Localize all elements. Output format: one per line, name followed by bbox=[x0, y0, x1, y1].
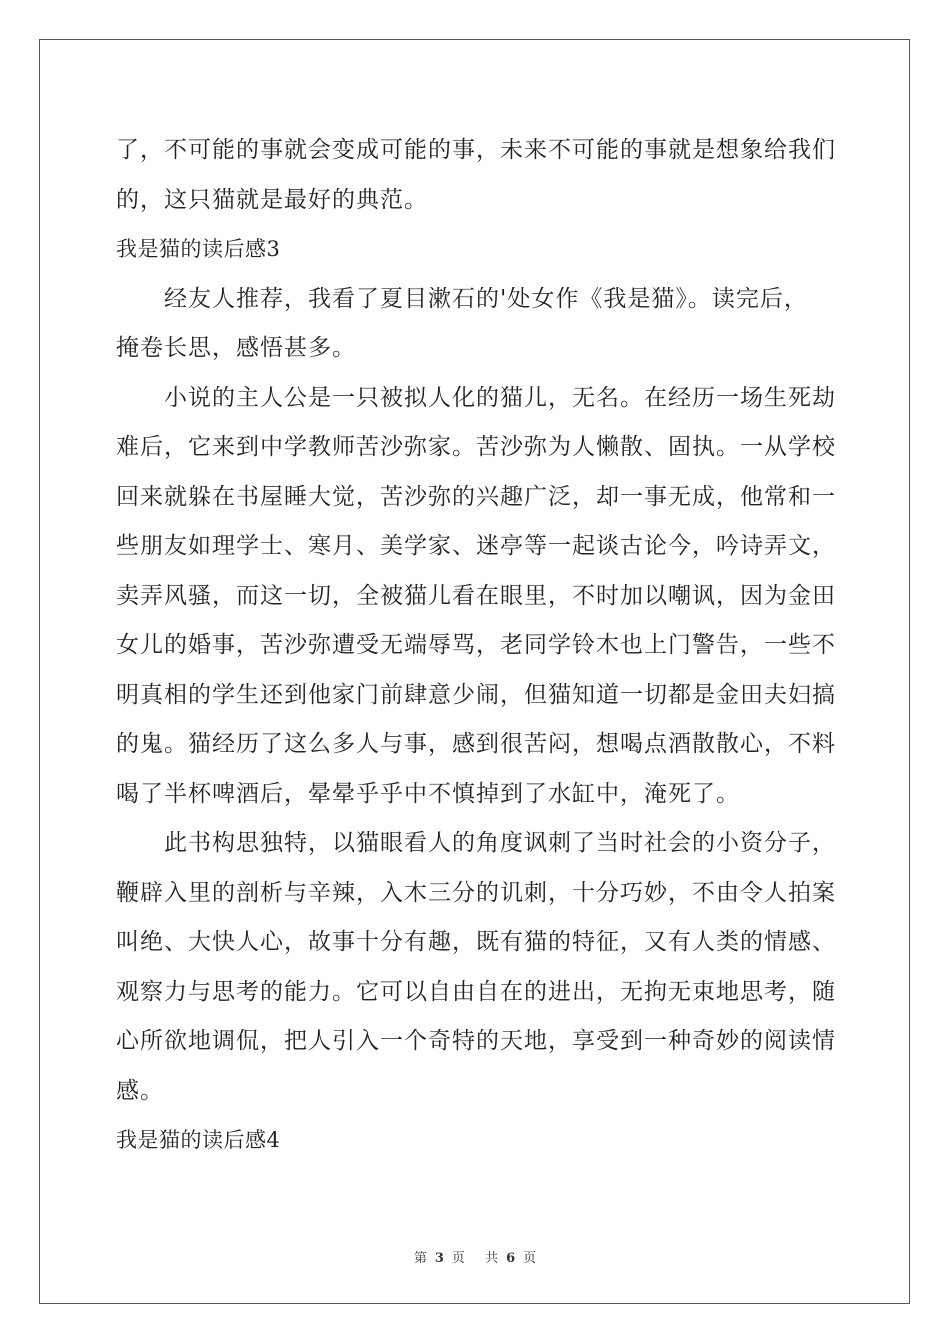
section-heading: 我是猫的读后感4 bbox=[116, 1128, 281, 1152]
page-number: 3 bbox=[434, 1251, 444, 1266]
text-line: 女儿的婚事，苦沙弥遭受无端辱骂，老同学铃木也上门警告，一些不 bbox=[116, 632, 836, 658]
text-line: 掩卷长思，感悟甚多。 bbox=[116, 335, 356, 361]
document-body bbox=[116, 126, 836, 1166]
section-heading: 我是猫的读后感3 bbox=[116, 237, 281, 261]
paragraph-start-line: 经友人推荐，我看了夏目漱石的'处女作《我是猫》。读完后， bbox=[164, 285, 808, 312]
paragraph-start-line: 此书构思独特，以猫眼看人的角度讽刺了当时社会的小资分子， bbox=[164, 830, 836, 856]
page-suffix: 页 bbox=[451, 1251, 465, 1266]
text-line: 心所欲地调侃，把人引入一个奇特的天地，享受到一种奇妙的阅读情 bbox=[116, 1028, 836, 1054]
text-line: 鞭辟入里的剖析与辛辣，入木三分的讥刺，十分巧妙，不由令人拍案 bbox=[116, 879, 836, 906]
text-line: 观察力与思考的能力。它可以自由自在的进出，无拘无束地思考，随 bbox=[116, 978, 836, 1005]
text-line: 回来就躲在书屋睡大觉，苦沙弥的兴趣广泛，却一事无成，他常和一 bbox=[116, 483, 836, 510]
text-line: 叫绝、大快人心，故事十分有趣，既有猫的特征，又有人类的情感、 bbox=[116, 929, 836, 955]
paragraph-start-line: 小说的主人公是一只被拟人化的猫儿，无名。在经历一场生死劫 bbox=[164, 384, 836, 411]
text-line: 卖弄风骚，而这一切，全被猫儿看在眼里，不时加以嘲讽，因为金田 bbox=[116, 582, 836, 609]
text-line: 感。 bbox=[116, 1077, 164, 1104]
page-prefix: 第 bbox=[413, 1251, 427, 1266]
text-line: 些朋友如理学士、寒月、美学家、迷亭等一起谈古论今，吟诗弄文， bbox=[116, 533, 836, 559]
page-footer bbox=[0, 1247, 950, 1266]
text-line: 了，不可能的事就会变成可能的事，未来不可能的事就是想象给我们 bbox=[116, 137, 836, 163]
total-suffix: 页 bbox=[523, 1251, 537, 1266]
text-line: 的，这只猫就是最好的典范。 bbox=[116, 186, 428, 213]
text-line: 的鬼。猫经历了这么多人与事，感到很苦闷，想喝点酒散散心，不料 bbox=[116, 731, 836, 757]
text-line: 明真相的学生还到他家门前肆意少闹，但猫知道一切都是金田夫妇搞 bbox=[116, 681, 836, 708]
total-prefix: 共 bbox=[485, 1251, 499, 1266]
total-pages-indicator bbox=[481, 1251, 540, 1266]
text-line: 喝了半杯啤酒后，晕晕乎乎中不慎掉到了水缸中，淹死了。 bbox=[116, 780, 740, 807]
page-indicator bbox=[410, 1251, 469, 1266]
total-pages: 6 bbox=[506, 1251, 516, 1266]
text-line: 难后，它来到中学教师苦沙弥家。苦沙弥为人懒散、固执。一从学校 bbox=[116, 434, 836, 460]
